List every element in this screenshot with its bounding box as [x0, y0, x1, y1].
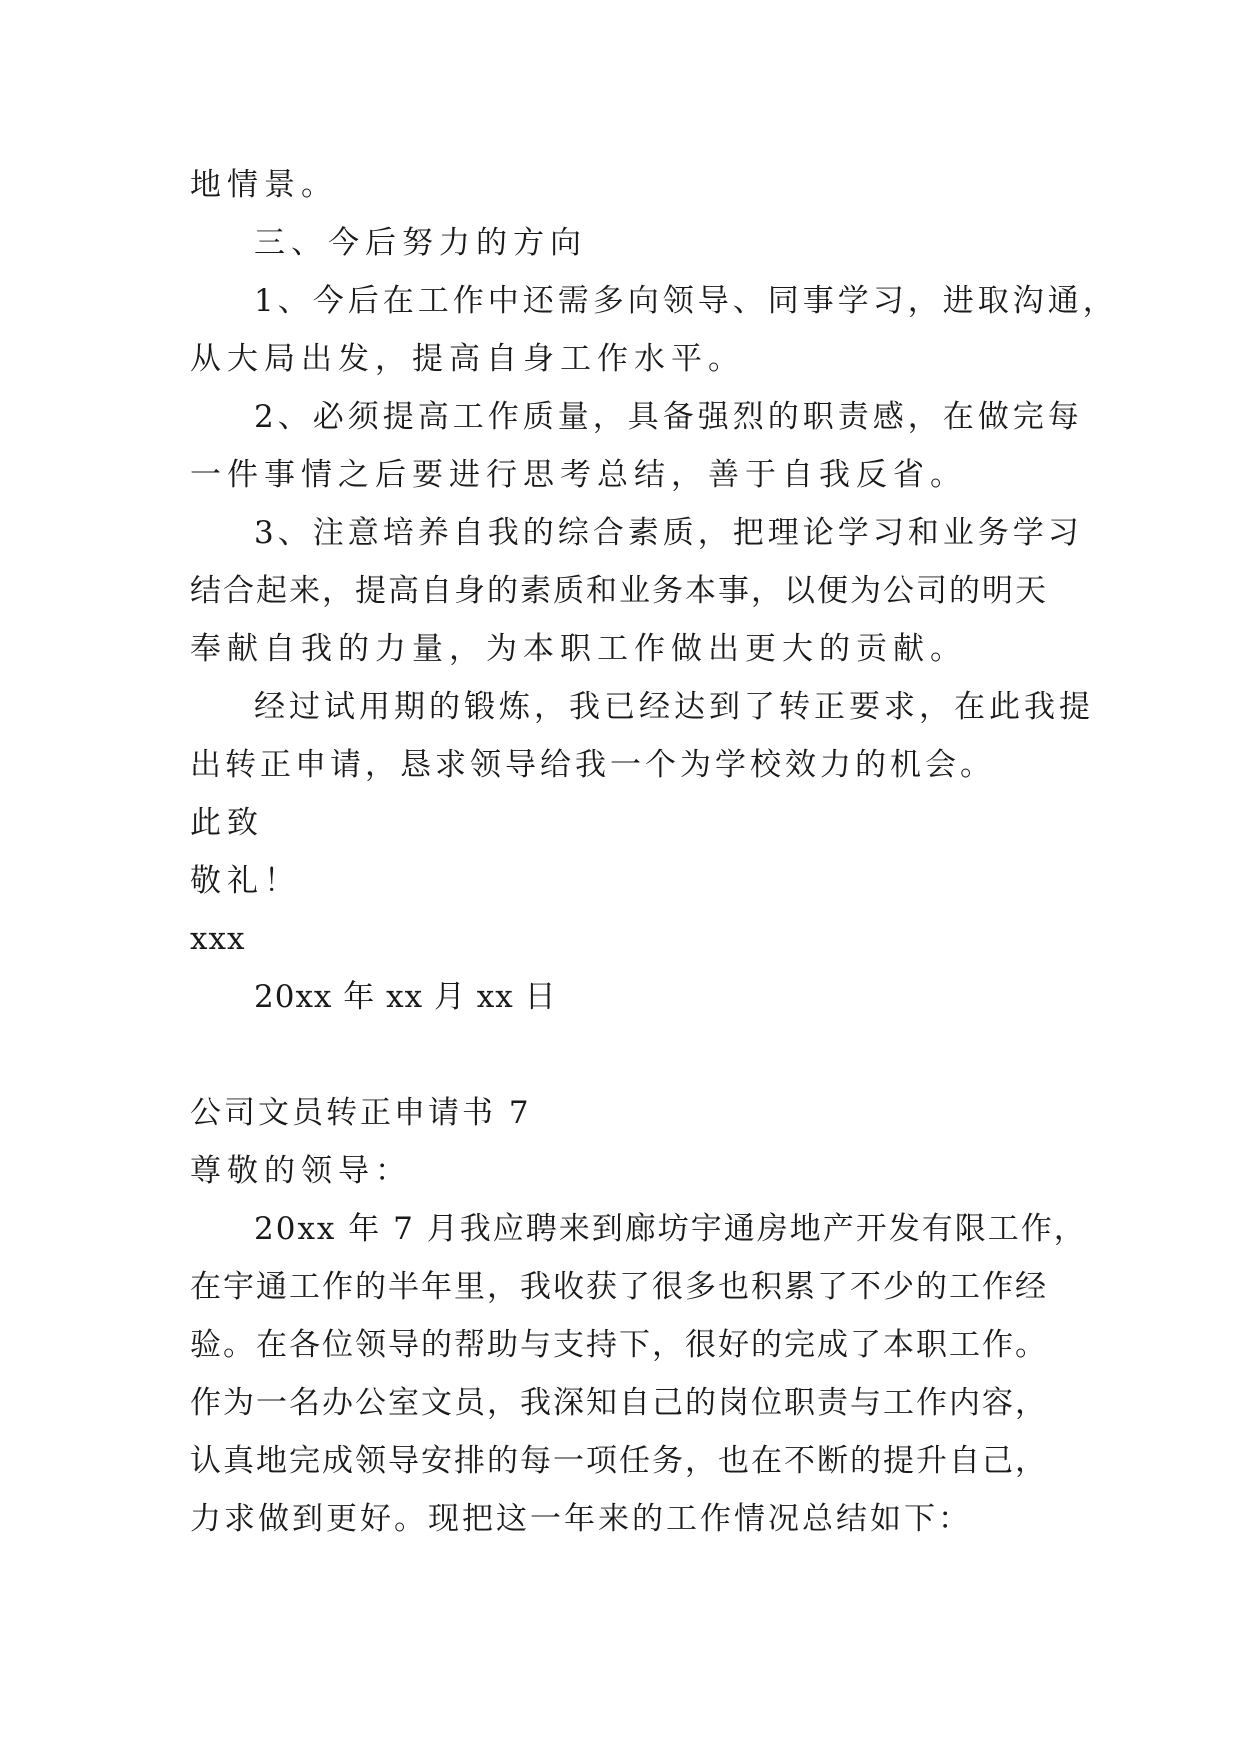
text-line: 结合起来，提高自身的素质和业务本事，以便为公司的明天 — [190, 573, 1048, 609]
text-line: 2、必须提高工作质量，具备强烈的职责感，在做完每 — [254, 399, 1083, 435]
text-line: 奉献自我的力量，为本职工作做出更大的贡献。 — [190, 631, 967, 667]
text-line: 力求做到更好。现把这一年来的工作情况总结如下： — [190, 1501, 972, 1537]
text-line: 20xx 年 7 月我应聘来到廊坊宇通房地产开发有限工作， — [254, 1211, 1087, 1247]
text-line: 验。在各位领导的帮助与支持下，很好的完成了本职工作。 — [190, 1327, 1048, 1363]
signature-name: xxx — [190, 921, 246, 957]
text-line: 一件事情之后要进行思考总结，善于自我反省。 — [190, 457, 967, 493]
section-heading: 三、今后努力的方向 — [254, 225, 587, 261]
closing-line: 此致 — [190, 805, 264, 841]
text-line: 经过试用期的锻炼，我已经达到了转正要求，在此我提 — [254, 689, 1094, 725]
text-line: 出转正申请，恳求领导给我一个为学校效力的机会。 — [190, 747, 995, 783]
text-line: 在宇通工作的半年里，我收获了很多也积累了不少的工作经 — [190, 1269, 1048, 1305]
text-line: 认真地完成领导安排的每一项任务，也在不断的提升自己， — [190, 1443, 1048, 1479]
salutation: 尊敬的领导： — [190, 1153, 412, 1189]
signature-date: 20xx 年 xx 月 xx 日 — [254, 979, 557, 1015]
closing-salute: 敬礼！ — [190, 863, 301, 899]
text-line: 1、今后在工作中还需多向领导、同事学习，进取沟通， — [254, 283, 1118, 319]
text-line: 从大局出发，提高自身工作水平。 — [190, 341, 745, 377]
document-title: 公司文员转正申请书 7 — [190, 1095, 532, 1131]
text-line: 地情景。 — [190, 167, 338, 203]
text-line: 3、注意培养自我的综合素质，把理论学习和业务学习 — [254, 515, 1083, 551]
text-line: 作为一名办公室文员，我深知自己的岗位职责与工作内容， — [190, 1385, 1048, 1421]
